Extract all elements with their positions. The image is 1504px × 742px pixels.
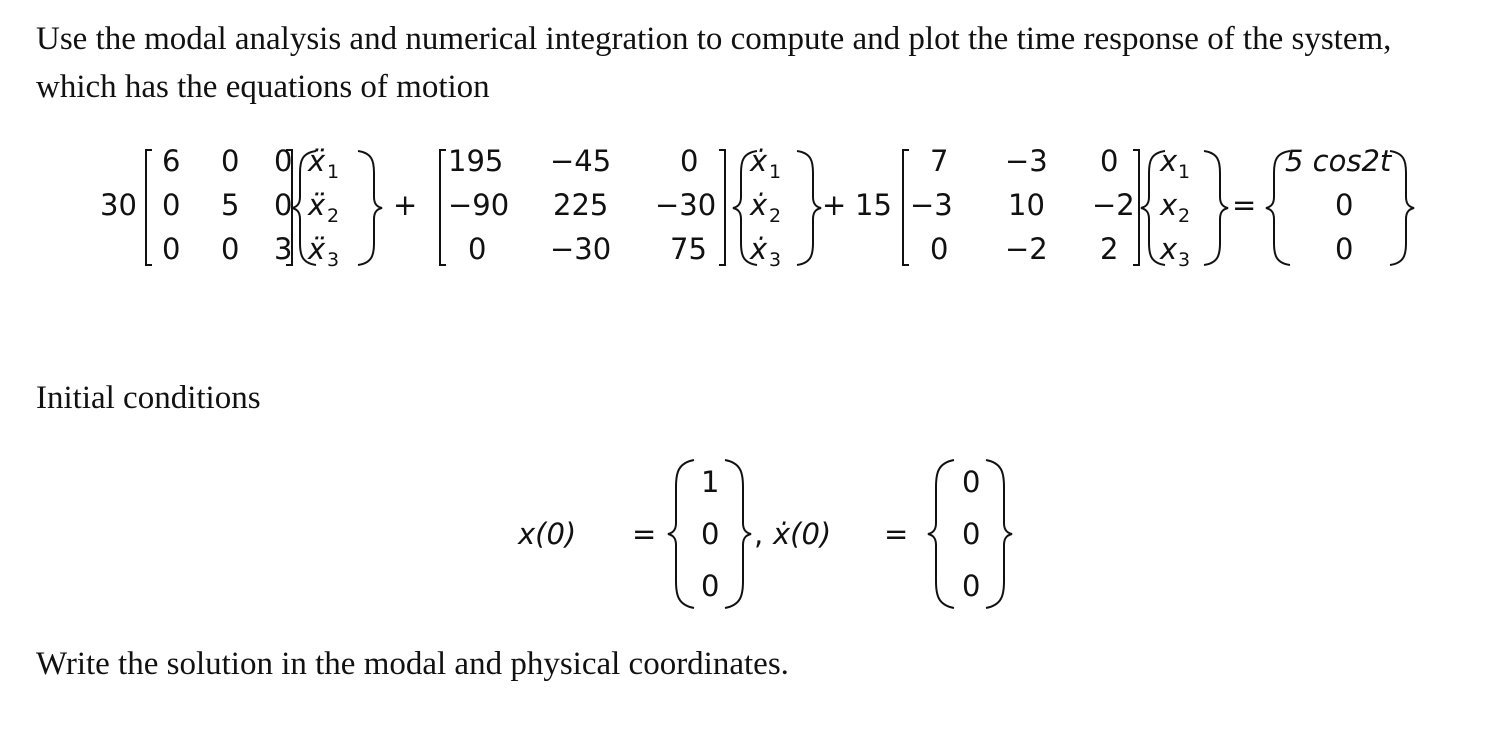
damping-matrix-left-bracket xyxy=(440,150,446,265)
x0-vector-right-brace xyxy=(725,460,751,608)
stiffness-matrix-cell: 2 xyxy=(1100,232,1119,266)
damping-matrix-cell: −30 xyxy=(550,232,612,266)
force-vector xyxy=(1266,144,1414,266)
mass-matrix-cell: 3 xyxy=(274,232,293,266)
acceleration-symbol: ẍ xyxy=(308,188,326,222)
displacement-vector-right-brace xyxy=(1204,151,1228,265)
force-term: 0 xyxy=(1335,232,1354,266)
displacement-vector xyxy=(1141,144,1228,271)
mass-matrix-cell: 0 xyxy=(274,144,293,178)
closing-instruction: Write the solution in the modal and physical coordinates. xyxy=(36,646,789,682)
damping-matrix-cell: −90 xyxy=(448,188,510,222)
velocity-symbol: ẋ xyxy=(750,188,768,222)
acceleration-vector xyxy=(292,144,382,271)
damping-matrix-cell: 195 xyxy=(448,144,504,178)
damping-matrix-cell: 0 xyxy=(680,144,699,178)
acceleration-symbol: ẍ xyxy=(308,144,326,178)
v0-vector-left-brace xyxy=(928,460,954,608)
damping-matrix-cell: −45 xyxy=(550,144,612,178)
displacement-symbol: x xyxy=(1160,144,1178,178)
damping-matrix xyxy=(440,144,725,266)
stiffness-matrix-cell: 7 xyxy=(930,144,949,178)
acceleration-vector-right-brace xyxy=(358,151,382,265)
mass-matrix-cell: 0 xyxy=(221,232,240,266)
force-term: 5 cos2t xyxy=(1285,144,1392,178)
initial-conditions-equation xyxy=(0,445,1504,615)
stiffness-matrix xyxy=(903,144,1139,266)
v0-label: ẋ(0) xyxy=(773,517,832,551)
x0-label: x(0) xyxy=(518,517,577,551)
subscript: 3 xyxy=(769,249,782,271)
x0-value: 0 xyxy=(701,569,720,603)
velocity-symbol: ẋ xyxy=(750,232,768,266)
acceleration-symbol: ẍ xyxy=(308,232,326,266)
mass-scalar: 30 xyxy=(100,188,137,222)
stiffness-scalar: 15 xyxy=(855,188,892,222)
subscript: 3 xyxy=(1178,249,1191,271)
initial-conditions-label: Initial conditions xyxy=(36,380,261,416)
mass-matrix-cell: 0 xyxy=(162,188,181,222)
subscript: 1 xyxy=(327,161,340,183)
stiffness-matrix-cell: 0 xyxy=(930,232,949,266)
damping-matrix-cell: 225 xyxy=(553,188,609,222)
stiffness-matrix-cell: −2 xyxy=(1092,188,1135,222)
mass-matrix-cell: 0 xyxy=(162,232,181,266)
equation-canvas xyxy=(0,135,1504,275)
mass-matrix-cell: 0 xyxy=(274,188,293,222)
mass-matrix-cell: 6 xyxy=(162,144,181,178)
x0-vector-left-brace xyxy=(668,460,694,608)
stiffness-matrix-cell: −3 xyxy=(1005,144,1048,178)
mass-matrix-cell: 5 xyxy=(221,188,240,222)
v0-value: 0 xyxy=(962,569,981,603)
equals-sign: = xyxy=(884,517,909,551)
stiffness-matrix-cell: −3 xyxy=(910,188,953,222)
subscript: 2 xyxy=(769,205,782,227)
stiffness-matrix-cell: 0 xyxy=(1100,144,1119,178)
equation-of-motion xyxy=(0,135,1504,275)
equals-sign: = xyxy=(632,517,657,551)
subscript: 2 xyxy=(1178,205,1191,227)
x0-vector xyxy=(668,460,751,608)
force-term: 0 xyxy=(1335,188,1354,222)
force-vector-right-brace xyxy=(1390,151,1414,265)
velocity-vector xyxy=(733,144,821,271)
stiffness-matrix-cell: 10 xyxy=(1008,188,1045,222)
x0-value: 0 xyxy=(701,517,720,551)
plus-sign: + xyxy=(822,188,847,222)
x0-value: 1 xyxy=(701,465,720,499)
equals-sign: = xyxy=(1232,188,1257,222)
v0-vector-right-brace xyxy=(986,460,1012,608)
damping-matrix-cell: 0 xyxy=(468,232,487,266)
plus-sign: + xyxy=(393,188,418,222)
damping-matrix-cell: 75 xyxy=(670,232,707,266)
velocity-vector-right-brace xyxy=(797,151,821,265)
damping-matrix-cell: −30 xyxy=(655,188,717,222)
velocity-symbol: ẋ xyxy=(750,144,768,178)
intro-text: Use the modal analysis and numerical integration to compute and plot the time response of the system, which has the equations of motion xyxy=(36,21,1392,105)
subscript: 2 xyxy=(327,205,340,227)
subscript: 1 xyxy=(769,161,782,183)
v0-vector xyxy=(928,460,1012,608)
mass-matrix-left-bracket xyxy=(146,150,152,265)
initial-conditions-canvas xyxy=(0,445,1504,615)
displacement-symbol: x xyxy=(1160,188,1178,222)
subscript: 1 xyxy=(1178,161,1191,183)
v0-value: 0 xyxy=(962,517,981,551)
mass-matrix-cell: 0 xyxy=(221,144,240,178)
mass-matrix xyxy=(146,144,292,266)
damping-matrix-right-bracket xyxy=(719,150,725,265)
v0-value: 0 xyxy=(962,465,981,499)
subscript: 3 xyxy=(327,249,340,271)
stiffness-matrix-cell: −2 xyxy=(1005,232,1048,266)
stiffness-matrix-left-bracket xyxy=(903,150,909,265)
separator: , xyxy=(754,517,764,551)
displacement-symbol: x xyxy=(1160,232,1178,266)
